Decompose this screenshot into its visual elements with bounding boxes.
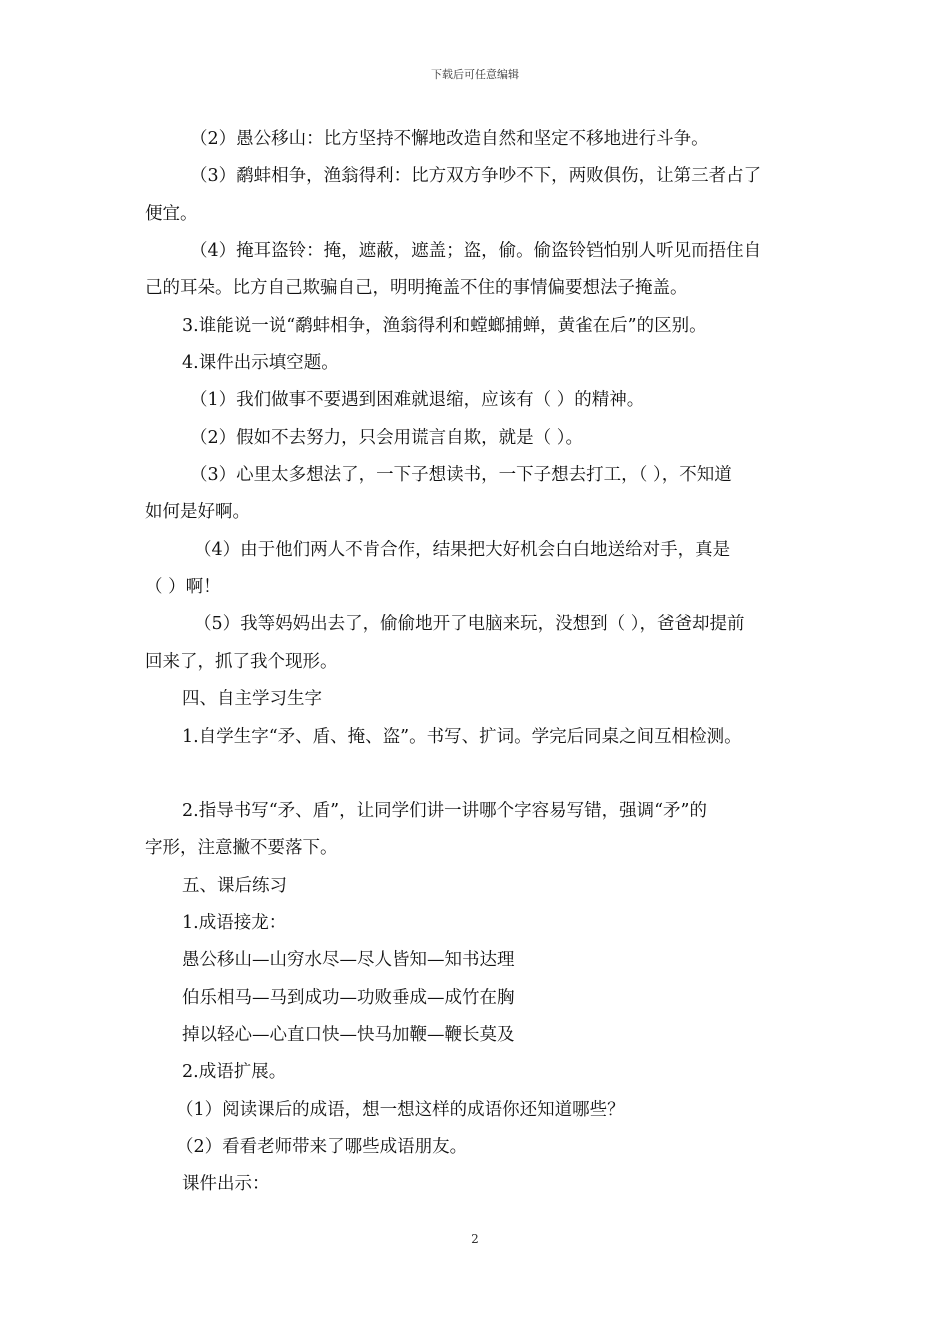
text-line: （4）掩耳盗铃：掩，遮蔽，遮盖；盗，偷。偷盗铃铛怕别人听见而捂住自: [190, 241, 762, 261]
text-line: 3.谁能说一说“鹬蚌相争，渔翁得利和螳螂捕蝉，黄雀在后”的区别。: [182, 316, 707, 336]
text-line: 字形，注意撇不要落下。: [145, 838, 338, 858]
text-line: （1）我们做事不要遇到困难就退缩，应该有（ ）的精神。: [190, 390, 645, 410]
text-line: 伯乐相马—马到成功—功败垂成—成竹在胸: [182, 988, 515, 1008]
text-line: 掉以轻心—心直口快—快马加鞭—鞭长莫及: [182, 1025, 515, 1045]
text-line: （1）阅读课后的成语，想一想这样的成语你还知道哪些？: [176, 1100, 625, 1120]
text-line: （4）由于他们两人不肯合作，结果把大好机会白白地送给对手，真是: [194, 540, 731, 560]
text-line: 2.成语扩展。: [182, 1062, 287, 1082]
section-heading: 五、课后练习: [182, 876, 287, 896]
text-line: （2）愚公移山：比方坚持不懈地改造自然和坚定不移地进行斗争。: [190, 129, 709, 149]
text-line: 1.成语接龙：: [182, 913, 287, 933]
section-heading: 四、自主学习生字: [182, 689, 322, 709]
text-line: 回来了，抓了我个现形。: [145, 652, 338, 672]
text-line: （2）假如不去努力，只会用谎言自欺，就是（ ）。: [190, 428, 583, 448]
page-header: 下载后可任意编辑: [431, 68, 519, 81]
text-line: 便宜。: [145, 204, 198, 224]
text-line: 如何是好啊。: [145, 502, 250, 522]
text-line: （2）看看老师带来了哪些成语朋友。: [176, 1137, 468, 1157]
text-line: 1.自学生字“矛、盾、掩、盗”。书写、扩词。学完后同桌之间互相检测。: [182, 727, 742, 747]
text-line: （5）我等妈妈出去了，偷偷地开了电脑来玩，没想到（ ），爸爸却提前: [194, 614, 745, 634]
text-line: 课件出示：: [182, 1174, 270, 1194]
text-line: 愚公移山—山穷水尽—尽人皆知—知书达理: [182, 950, 515, 970]
text-line: （3）鹬蚌相争，渔翁得利：比方双方争吵不下，两败俱伤，让第三者占了: [190, 166, 762, 186]
page-number: 2: [471, 1232, 479, 1246]
text-line: 4.课件出示填空题。: [182, 353, 339, 373]
text-line: （ ）啊！: [145, 577, 221, 597]
text-line: 2.指导书写“矛、盾”，让同学们讲一讲哪个字容易写错，强调“矛”的: [182, 801, 707, 821]
text-line: （3）心里太多想法了，一下子想读书，一下子想去打工，（ ），不知道: [190, 465, 732, 485]
text-line: 己的耳朵。比方自己欺骗自己，明明掩盖不住的事情偏要想法子掩盖。: [145, 278, 688, 298]
